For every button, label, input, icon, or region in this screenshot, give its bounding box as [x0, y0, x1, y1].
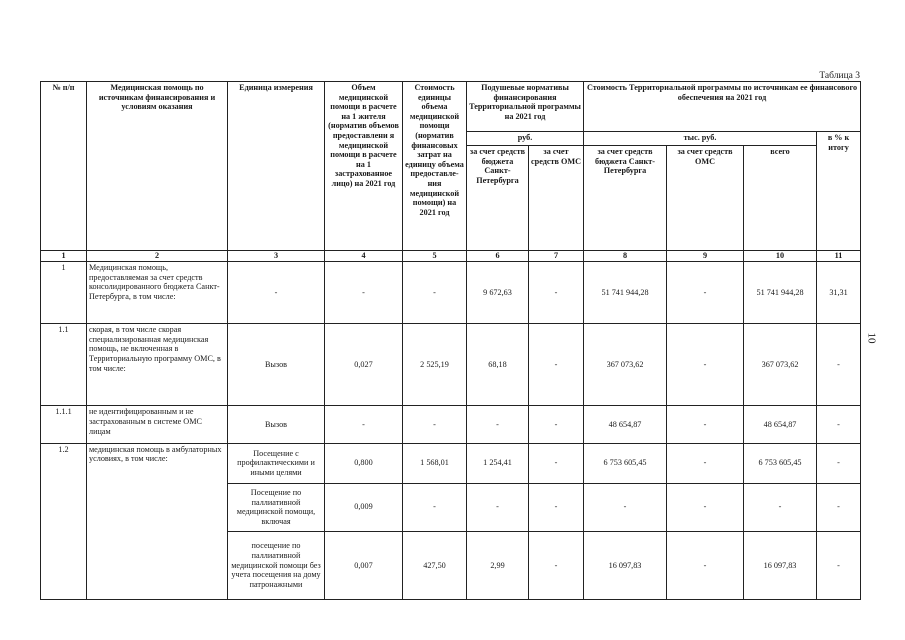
row-tp-oms: - — [667, 531, 744, 599]
colnum-cell: 6 — [467, 251, 529, 262]
header-volume: Объем медицинской помощи в расчете на 1 жителя (норматив объемов предоставлени я медицинской помощи в расчете на 1 застрахованное лицо) на 2021 год — [325, 82, 403, 251]
page-number: 10 — [865, 332, 878, 344]
row-percap-budget: 1 254,41 — [467, 443, 529, 483]
header-per-capita: Подушевые нормативы финансирования Территориальной программы на 2021 год — [467, 82, 584, 132]
row-tp-budget: 16 097,83 — [584, 531, 667, 599]
colnum-cell: 3 — [228, 251, 325, 262]
header-unit: Единица измерения — [228, 82, 325, 251]
row-tp-total: 51 741 944,28 — [744, 262, 817, 324]
row-care: скорая, в том числе скорая специализированная медицинская помощь, не включенная в Территориальную программу ОМС, в том числе: — [87, 324, 228, 406]
row-tp-budget: 367 073,62 — [584, 324, 667, 406]
row-num: 1.1.1 — [41, 406, 87, 443]
row-percent: - — [817, 324, 861, 406]
financing-table — [40, 81, 861, 600]
row-tp-oms: - — [667, 262, 744, 324]
row-volume: 0,800 — [325, 443, 403, 483]
row-percap-oms: - — [529, 406, 584, 443]
row-percap-oms: - — [529, 262, 584, 324]
header-percap-oms: за счет средств ОМС — [529, 146, 584, 251]
row-tp-oms: - — [667, 406, 744, 443]
row-percap-budget: 2,99 — [467, 531, 529, 599]
colnum-cell: 5 — [403, 251, 467, 262]
table-header — [41, 82, 861, 262]
header-care: Медицинская помощь по источникам финансирования и условиям оказания — [87, 82, 228, 251]
header-tp-oms: за счет средств ОМС — [667, 146, 744, 251]
header-tp-budget: за счет средств бюджета Санкт-Петербурга — [584, 146, 667, 251]
header-rub: руб. — [467, 132, 584, 146]
row-volume: - — [325, 262, 403, 324]
column-number-row — [41, 251, 861, 262]
row-percap-oms: - — [529, 483, 584, 531]
row-percap-oms: - — [529, 443, 584, 483]
colnum-cell: 1 — [41, 251, 87, 262]
table-caption: Таблица 3 — [819, 71, 860, 81]
row-unit: - — [228, 262, 325, 324]
row-percent: - — [817, 406, 861, 443]
row-tp-budget: 6 753 605,45 — [584, 443, 667, 483]
row-care: не идентифицированным и не застрахованным в системе ОМС лицам — [87, 406, 228, 443]
header-thous-rub: тыс. руб. — [584, 132, 817, 146]
row-percap-budget: - — [467, 483, 529, 531]
colnum-cell: 10 — [744, 251, 817, 262]
row-unit: Вызов — [228, 406, 325, 443]
colnum-cell: 11 — [817, 251, 861, 262]
row-tp-oms: - — [667, 443, 744, 483]
row-cost: 427,50 — [403, 531, 467, 599]
row-percent: - — [817, 443, 861, 483]
row-num: 1.2 — [41, 443, 87, 599]
row-unit: Посещение с профилактическими и иными целями — [228, 443, 325, 483]
row-tp-total: 48 654,87 — [744, 406, 817, 443]
row-tp-oms: - — [667, 483, 744, 531]
row-percap-budget: 68,18 — [467, 324, 529, 406]
row-percent: - — [817, 531, 861, 599]
row-unit: Посещение по паллиативной медицинской помощи, включая — [228, 483, 325, 531]
header-tp-total: всего — [744, 146, 817, 251]
row-volume: 0,009 — [325, 483, 403, 531]
colnum-cell: 2 — [87, 251, 228, 262]
row-cost: 1 568,01 — [403, 443, 467, 483]
row-percap-budget: 9 672,63 — [467, 262, 529, 324]
row-percap-oms: - — [529, 531, 584, 599]
row-tp-oms: - — [667, 324, 744, 406]
table-body — [41, 262, 861, 600]
row-cost: 2 525,19 — [403, 324, 467, 406]
header-percent: в % к итогу — [817, 132, 861, 251]
row-tp-budget: 51 741 944,28 — [584, 262, 667, 324]
colnum-cell: 7 — [529, 251, 584, 262]
row-care: Медицинская помощь, предоставляемая за счет средств консолидированного бюджета Санкт-Петербурга, в том числе: — [87, 262, 228, 324]
row-tp-total: - — [744, 483, 817, 531]
header-cost: Стоимость единицы объема медицинской помощи (норматив финансовых затрат на единицу объема предоставле-ния медицинской помощи) на 2021 год — [403, 82, 467, 251]
row-num: 1.1 — [41, 324, 87, 406]
header-program-cost: Стоимость Территориальной программы по источникам ее финансового обеспечения на 2021 год — [584, 82, 861, 132]
row-volume: 0,007 — [325, 531, 403, 599]
header-num: № п/п — [41, 82, 87, 251]
row-volume: 0,027 — [325, 324, 403, 406]
row-unit: Вызов — [228, 324, 325, 406]
table-row — [41, 443, 861, 483]
colnum-cell: 4 — [325, 251, 403, 262]
row-unit: посещение по паллиативной медицинской помощи без учета посещения на дому патронажными — [228, 531, 325, 599]
row-cost: - — [403, 262, 467, 324]
row-percap-oms: - — [529, 324, 584, 406]
row-volume: - — [325, 406, 403, 443]
colnum-cell: 9 — [667, 251, 744, 262]
row-num: 1 — [41, 262, 87, 324]
row-tp-budget: 48 654,87 — [584, 406, 667, 443]
row-tp-total: 16 097,83 — [744, 531, 817, 599]
row-tp-budget: - — [584, 483, 667, 531]
row-cost: - — [403, 406, 467, 443]
row-cost: - — [403, 483, 467, 531]
table-row — [41, 262, 861, 324]
colnum-cell: 8 — [584, 251, 667, 262]
row-care: медицинская помощь в амбулаторных условиях, в том числе: — [87, 443, 228, 599]
row-tp-total: 6 753 605,45 — [744, 443, 817, 483]
row-percent: 31,31 — [817, 262, 861, 324]
header-percap-budget: за счет средств бюджета Санкт-Петербурга — [467, 146, 529, 251]
table-row — [41, 324, 861, 406]
table-row — [41, 406, 861, 443]
row-tp-total: 367 073,62 — [744, 324, 817, 406]
row-percap-budget: - — [467, 406, 529, 443]
row-percent: - — [817, 483, 861, 531]
